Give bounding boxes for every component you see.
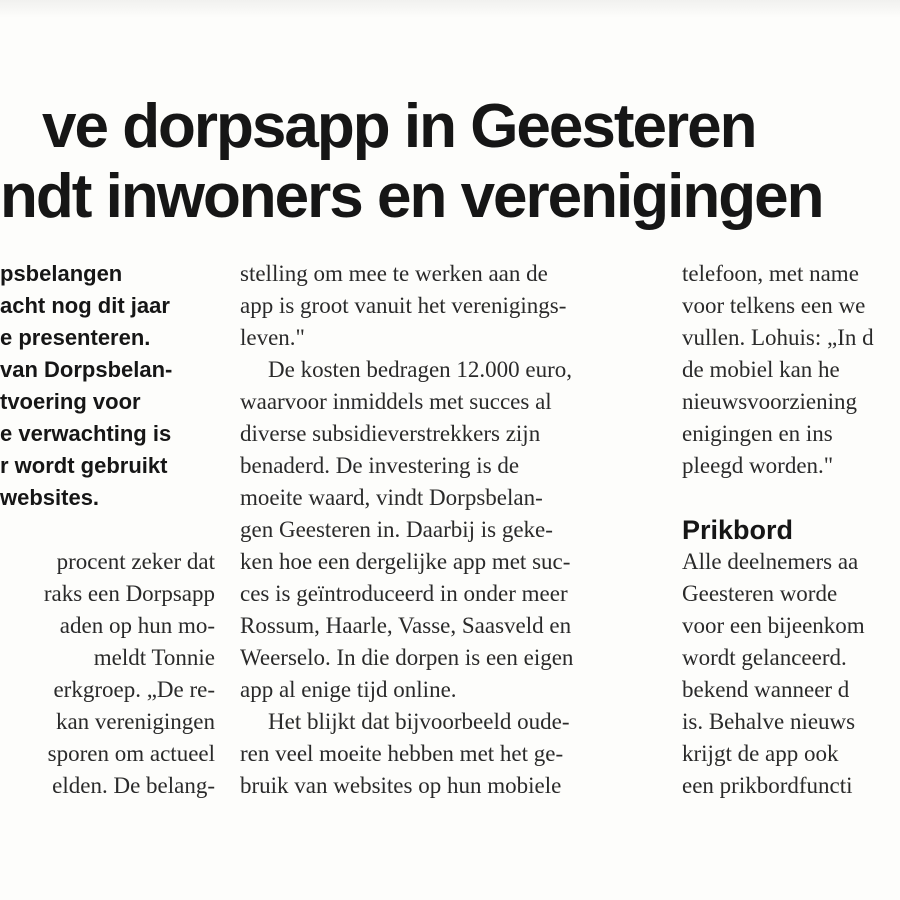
lead-line: websites.: [0, 485, 100, 510]
body-line: voor telkens een we: [682, 293, 866, 318]
body-line: voor een bijeenkom: [682, 613, 865, 638]
body-line: Rossum, Haarle, Vasse, Saasveld en: [240, 613, 572, 638]
body-line: aden op hun mo-: [59, 613, 215, 638]
body-line: app is groot vanuit het verenigings-: [240, 293, 567, 318]
body-line: Het blijkt dat bijvoorbeeld oude-: [268, 709, 570, 734]
body-line: elden. De belang-: [52, 773, 215, 798]
lead-line: e presenteren.: [0, 325, 151, 350]
body-line: raks een Dorpsapp: [43, 581, 215, 606]
body-line: erkgroep. „De re-: [53, 677, 215, 702]
body-line: Geesteren worde: [682, 581, 838, 606]
body-line: diverse subsidieverstrekkers zijn: [240, 421, 541, 446]
lead-line: tvoering voor: [0, 389, 141, 414]
body-line: een prikbordfuncti: [682, 773, 853, 798]
body-line: telefoon, met name: [682, 261, 859, 286]
lead-line: e verwachting is: [0, 421, 172, 446]
body-line: waarvoor inmiddels met succes al: [240, 389, 552, 414]
paragraph-gap: [0, 514, 215, 546]
column-3: [682, 258, 900, 802]
body-line: Weerselo. In die dorpen is een eigen: [240, 645, 574, 670]
body-line: meldt Tonnie: [93, 645, 215, 670]
lead-line: acht nog dit jaar: [0, 293, 170, 318]
body-line: de mobiel kan he: [682, 357, 840, 382]
column-1: [0, 258, 215, 802]
lead-line: psbelangen: [0, 261, 123, 286]
headline-line-1: ve dorpsapp in Geesteren: [42, 92, 756, 161]
body-line: stelling om mee te werken aan de: [240, 261, 548, 286]
lead-line: van Dorpsbelan-: [0, 357, 173, 382]
body-line: kan verenigingen: [55, 709, 215, 734]
top-shadow: [0, 0, 900, 18]
body-line: krijgt de app ook: [682, 741, 839, 766]
body-line: app al enige tijd online.: [240, 677, 457, 702]
body-line: De kosten bedragen 12.000 euro,: [268, 357, 573, 382]
body-line: ren veel moeite hebben met het ge-: [240, 741, 564, 766]
body-line: pleegd worden.": [682, 453, 834, 478]
body-line: bruik van websites op hun mobiele: [240, 773, 562, 798]
body-line: gen Geesteren in. Daarbij is geke-: [240, 517, 553, 542]
body-line: leven.": [240, 325, 305, 350]
body-line: procent zeker dat: [56, 549, 215, 574]
paragraph-gap: [682, 482, 900, 514]
body-line: ken hoe een dergelijke app met suc-: [240, 549, 571, 574]
body-line: moeite waard, vindt Dorpsbelan-: [240, 485, 543, 510]
body-line: is. Behalve nieuws: [682, 709, 856, 734]
body-line: sporen om actueel: [47, 741, 215, 766]
body-line: ces is geïntroduceerd in onder meer: [240, 581, 568, 606]
body-line: wordt gelanceerd.: [682, 645, 847, 670]
body-line: nieuwsvoorziening: [682, 389, 858, 414]
body-line: bekend wanneer d: [682, 677, 850, 702]
body-line: enigingen en ins: [682, 421, 833, 446]
body-line: vullen. Lohuis: „In d: [682, 325, 874, 350]
subheading: Prikbord: [682, 515, 794, 545]
body-line: Alle deelnemers aa: [682, 549, 859, 574]
column-2: [240, 258, 660, 802]
body-line: benaderd. De investering is de: [240, 453, 520, 478]
headline-line-2: ndt inwoners en verenigingen: [0, 162, 823, 231]
lead-line: r wordt gebruikt: [0, 453, 168, 478]
